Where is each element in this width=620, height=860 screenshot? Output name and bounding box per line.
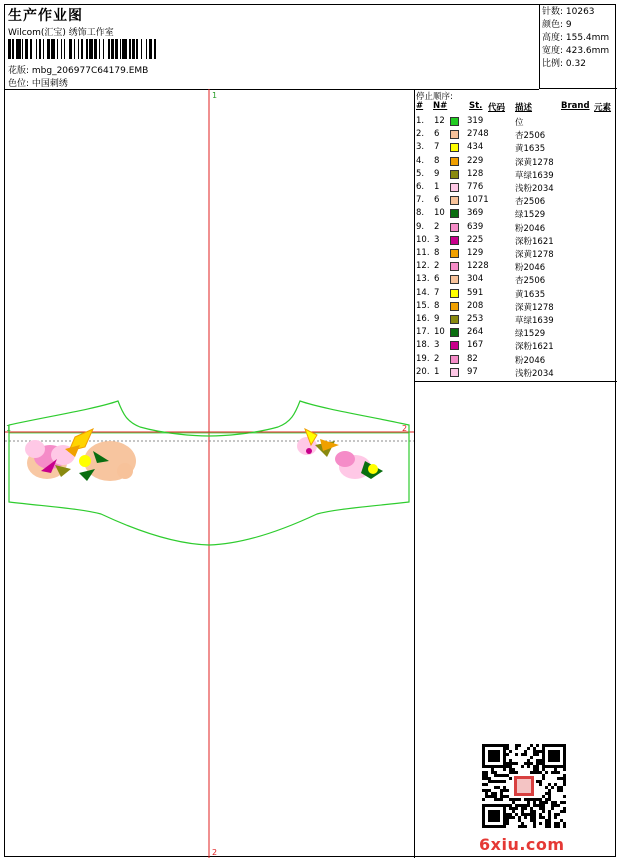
- row-needle: 7: [434, 287, 440, 298]
- row-index: 7.: [416, 195, 425, 206]
- color-swatch: [450, 289, 459, 298]
- row-stitches: 591: [467, 287, 484, 298]
- col-code: 代码: [488, 103, 506, 113]
- color-swatch: [450, 341, 459, 350]
- row-stitches: 253: [467, 314, 484, 324]
- color-swatch: [450, 183, 459, 192]
- row-needle: 1: [434, 182, 440, 192]
- design-stats: [539, 5, 617, 89]
- table-row: [415, 181, 617, 194]
- color-swatch: [450, 368, 459, 377]
- row-needle: 9: [434, 168, 440, 179]
- page-title: 生产作业图: [8, 8, 83, 24]
- color-position: 色位: 中国刺绣: [8, 79, 68, 89]
- col-element: 元素: [594, 103, 612, 113]
- site-watermark: 6xiu.com: [479, 835, 565, 854]
- table-row: [415, 273, 617, 286]
- design-file: 花版: mbg_206977C64179.EMB: [8, 66, 149, 76]
- design-canvas: [5, 89, 415, 858]
- row-description: 浅粉2034: [515, 184, 554, 194]
- color-swatch: [450, 143, 459, 152]
- row-index: 2.: [416, 129, 425, 140]
- embroidery-preview: [5, 89, 414, 858]
- row-description: 杏2506: [515, 197, 546, 208]
- row-stitches: 128: [467, 168, 484, 179]
- table-row: [415, 221, 617, 234]
- marker-left: 1: [6, 424, 12, 433]
- table-row: [415, 366, 617, 379]
- row-stitches: 1071: [467, 195, 489, 206]
- row-description: 深粉1621: [515, 342, 554, 353]
- row-description: 绿1529: [515, 329, 546, 340]
- marker-top: 1: [212, 91, 218, 100]
- row-needle: 6: [434, 274, 440, 285]
- row-stitches: 82: [467, 353, 478, 364]
- row-index: 3.: [416, 142, 425, 153]
- row-needle: 9: [434, 314, 440, 324]
- row-needle: 8: [434, 300, 440, 311]
- row-stitches: 129: [467, 248, 484, 258]
- row-description: 杏2506: [515, 276, 546, 287]
- row-index: 5.: [416, 168, 425, 179]
- table-row: [415, 339, 617, 352]
- row-index: 15.: [416, 300, 430, 311]
- table-row: [415, 234, 617, 247]
- color-swatch: [450, 302, 459, 311]
- row-description: 绿1529: [515, 210, 546, 221]
- row-index: 8.: [416, 208, 425, 219]
- row-description: 草绿1639: [515, 316, 554, 326]
- row-index: 9.: [416, 221, 425, 232]
- stitch-count: 针数: 10263: [542, 7, 595, 17]
- row-index: 10.: [416, 234, 430, 245]
- row-description: 黄1635: [515, 144, 546, 155]
- row-needle: 6: [434, 195, 440, 206]
- color-swatch: [450, 315, 459, 324]
- row-index: 11.: [416, 248, 430, 258]
- barcode: [8, 39, 234, 59]
- color-swatch: [450, 117, 459, 126]
- table-row: [415, 115, 617, 128]
- row-index: 18.: [416, 340, 430, 351]
- stop-sequence-title: 停止顺序:: [416, 92, 453, 102]
- row-index: 13.: [416, 274, 430, 285]
- color-swatch: [450, 196, 459, 205]
- marker-bottom: 2: [212, 848, 218, 857]
- col-index: #: [416, 101, 424, 111]
- color-swatch: [450, 170, 459, 179]
- row-index: 1.: [416, 116, 425, 126]
- qr-code: [481, 743, 567, 829]
- color-swatch: [450, 223, 459, 232]
- sheet-header: [5, 5, 539, 90]
- row-description: 粉2046: [515, 355, 546, 366]
- row-needle: 3: [434, 234, 440, 245]
- row-description: 深黄1278: [515, 302, 554, 313]
- row-stitches: 434: [467, 142, 484, 153]
- color-swatch: [450, 355, 459, 364]
- table-row: [415, 128, 617, 141]
- row-stitches: 369: [467, 208, 484, 219]
- row-index: 16.: [416, 314, 430, 324]
- design-height: 高度: 155.4mm: [542, 33, 610, 43]
- col-needle: N#: [433, 101, 448, 111]
- table-row: [415, 247, 617, 260]
- color-swatch: [450, 328, 459, 337]
- company-name: Wilcom(汇宝) 绣饰工作室: [8, 28, 114, 38]
- row-needle: 7: [434, 142, 440, 153]
- row-description: 浅粉2034: [515, 368, 554, 379]
- stop-sequence-table: [415, 89, 617, 382]
- row-index: 6.: [416, 182, 425, 192]
- row-stitches: 776: [467, 182, 484, 192]
- design-scale: 比例: 0.32: [542, 59, 586, 69]
- row-index: 17.: [416, 327, 430, 338]
- color-swatch: [450, 249, 459, 258]
- row-stitches: 229: [467, 155, 484, 166]
- row-stitches: 639: [467, 221, 484, 232]
- row-stitches: 167: [467, 340, 484, 351]
- row-description: 杏2506: [515, 131, 546, 142]
- row-stitches: 208: [467, 300, 484, 311]
- row-description: 粉2046: [515, 223, 546, 234]
- row-stitches: 225: [467, 234, 484, 245]
- table-row: [415, 207, 617, 220]
- production-sheet: [4, 4, 616, 857]
- table-row: [415, 168, 617, 181]
- col-stitches: St.: [469, 101, 483, 111]
- row-needle: 10: [434, 208, 445, 219]
- left-flower-motif: [25, 429, 136, 481]
- color-swatch: [450, 130, 459, 139]
- row-index: 4.: [416, 155, 425, 166]
- color-swatch: [450, 236, 459, 245]
- col-brand: Brand: [561, 101, 590, 111]
- row-needle: 8: [434, 155, 440, 166]
- color-swatch: [450, 275, 459, 284]
- row-stitches: 264: [467, 327, 484, 338]
- table-row: [415, 260, 617, 273]
- color-swatch: [450, 209, 459, 218]
- table-row: [415, 287, 617, 300]
- row-needle: 2: [434, 353, 440, 364]
- row-needle: 1: [434, 366, 440, 377]
- row-description: 深粉1621: [515, 236, 554, 247]
- col-description: 描述: [515, 103, 533, 113]
- table-row: [415, 155, 617, 168]
- table-row: [415, 313, 617, 326]
- row-description: 粉2046: [515, 263, 546, 274]
- row-index: 19.: [416, 353, 430, 364]
- row-description: 草绿1639: [515, 170, 554, 181]
- row-description: 深黄1278: [515, 157, 554, 168]
- table-row: [415, 141, 617, 154]
- marker-right: 2: [402, 424, 408, 433]
- row-description: 黄1635: [515, 289, 546, 300]
- row-index: 20.: [416, 366, 430, 377]
- row-index: 12.: [416, 261, 430, 272]
- row-index: 14.: [416, 287, 430, 298]
- row-needle: 12: [434, 116, 445, 126]
- row-stitches: 304: [467, 274, 484, 285]
- row-description: 深黄1278: [515, 250, 554, 260]
- row-stitches: 1228: [467, 261, 489, 272]
- row-needle: 6: [434, 129, 440, 140]
- row-needle: 3: [434, 340, 440, 351]
- row-needle: 2: [434, 221, 440, 232]
- row-stitches: 97: [467, 366, 478, 377]
- color-count: 颜色: 9: [542, 20, 572, 30]
- design-width: 宽度: 423.6mm: [542, 46, 610, 56]
- row-stitches: 2748: [467, 129, 489, 140]
- table-row: [415, 194, 617, 207]
- table-row: [415, 353, 617, 366]
- table-header: [415, 101, 617, 113]
- row-needle: 2: [434, 261, 440, 272]
- color-swatch: [450, 157, 459, 166]
- right-flower-motif: [297, 429, 383, 479]
- row-stitches: 319: [467, 116, 484, 126]
- row-needle: 8: [434, 248, 440, 258]
- row-description: 位: [515, 118, 524, 128]
- table-row: [415, 300, 617, 313]
- row-needle: 10: [434, 327, 445, 338]
- color-swatch: [450, 262, 459, 271]
- table-row: [415, 326, 617, 339]
